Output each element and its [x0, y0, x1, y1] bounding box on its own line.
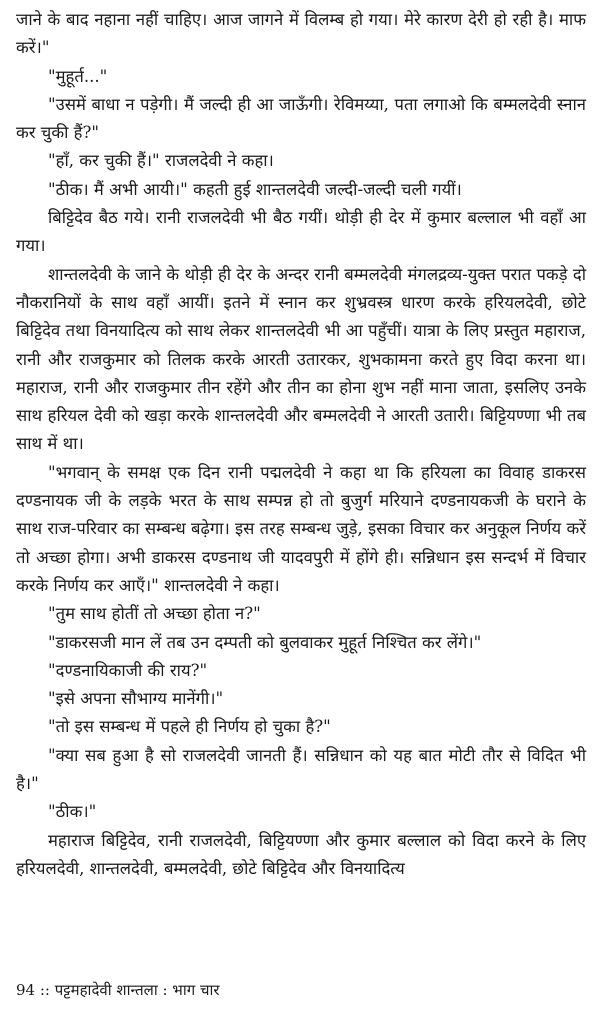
page-number: 94: [16, 981, 36, 999]
paragraph: "डाकरसजी मान लें तब उन दम्पती को बुलवाकर मुहूर्त निश्चित कर लेंगे।": [48, 632, 482, 652]
paragraph: "ठीक। मैं अभी आयी।" कहती हुई शान्तलदेवी जल्दी-जल्दी चली गयीं।: [48, 179, 462, 199]
running-title: पट्टमहादेवी शान्तला : भाग चार: [54, 981, 220, 999]
paragraph: महाराज बिट्टिदेव, रानी राजलदेवी, बिट्टियण्णा और कुमार बल्लाल को विदा करने के लिए हरियलदेवी, शान्तलदेवी, बम्मलदेवी, छोटे बिट्टिदेव और विनयादित्य: [16, 830, 586, 878]
paragraph: बिट्टिदेव बैठ गये। रानी राजलदेवी भी बैठ गयीं। थोड़ी ही देर में कुमार बल्लाल भी वहाँ आ गया।: [16, 208, 586, 256]
paragraph: "मुहूर्त...": [48, 66, 108, 86]
paragraph: "भगवान् के समक्ष एक दिन रानी पद्मलदेवी ने कहा था कि हरियला का विवाह डाकरस दण्डनायक जी के लड़के भरत के साथ सम्पन्न हो तो बुजुर्ग मरियाने दण्डनायकजी के घराने के साथ राज-परिवार का सम्बन्ध बढ़ेगा। इस तरह सम्बन्ध जुड़े, इसका विचार कर अनुकूल निर्णय करें तो अच्छा होगा। अभी डाकरस दण्डनाथ जी यादवपुरी में होंगे ही। सन्निधान इस सन्दर्भ में विचार करके निर्णय कर आएँ।" शान्तलदेवी ने कहा।: [16, 462, 586, 595]
paragraph: "हाँ, कर चुकी हैं।" राजलदेवी ने कहा।: [48, 151, 274, 171]
paragraph: "उसमें बाधा न पड़ेगी। मैं जल्दी ही आ जाऊँगी। रेविमय्या, पता लगाओ कि बम्मलदेवी स्नान कर चुकी हैं?": [16, 94, 586, 143]
paragraph: जाने के बाद नहाना नहीं चाहिए। आज जागने में विलम्ब हो गया। मेरे कारण देरी हो रही है। माफ करें।": [16, 10, 586, 58]
paragraph: "दण्डनायिकाजी की राय?": [48, 660, 208, 680]
paragraph: "क्या सब हुआ है सो राजलदेवी जानती हैं। सन्निधान को यह बात मोटी तौर से विदित भी है।": [16, 745, 586, 794]
paragraph: "ठीक।": [48, 802, 97, 822]
footer-separator: ::: [39, 981, 50, 999]
page-footer: [16, 980, 220, 1000]
paragraph: "तुम साथ होतीं तो अच्छा होता न?": [48, 604, 261, 624]
paragraph: "इसे अपना सौभाग्य मानेंगी।": [48, 689, 224, 709]
paragraph: "तो इस सम्बन्ध में पहले ही निर्णय हो चुका है?": [48, 717, 331, 737]
paragraph: शान्तलदेवी के जाने के थोड़ी ही देर के अन्दर रानी बम्मलदेवी मंगलद्रव्य-युक्त परात पकड़े दो नौकरानियों के साथ वहाँ आयीं। इतने में स्नान कर शुभ्रवस्त्र धारण करके हरियलदेवी, छोटे बिट्टिदेव तथा विनयादित्य को साथ लेकर शान्तलदेवी भी आ पहुँचीं। यात्रा के लिए प्रस्तुत महाराज, रानी और राजकुमार को तिलक करके आरती उतारकर, शुभकामना करते हुए विदा करना था। महाराज, रानी और राजकुमार तीन रहेंगे और तीन का होना शुभ नहीं माना जाता, इसलिए उनके साथ हरियल देवी को खड़ा करके शान्तलदेवी और बम्मलदेवी ने आरती उतारी। बिट्टियण्णा भी तब साथ में था।: [16, 264, 586, 454]
page-body-text: [16, 6, 586, 883]
